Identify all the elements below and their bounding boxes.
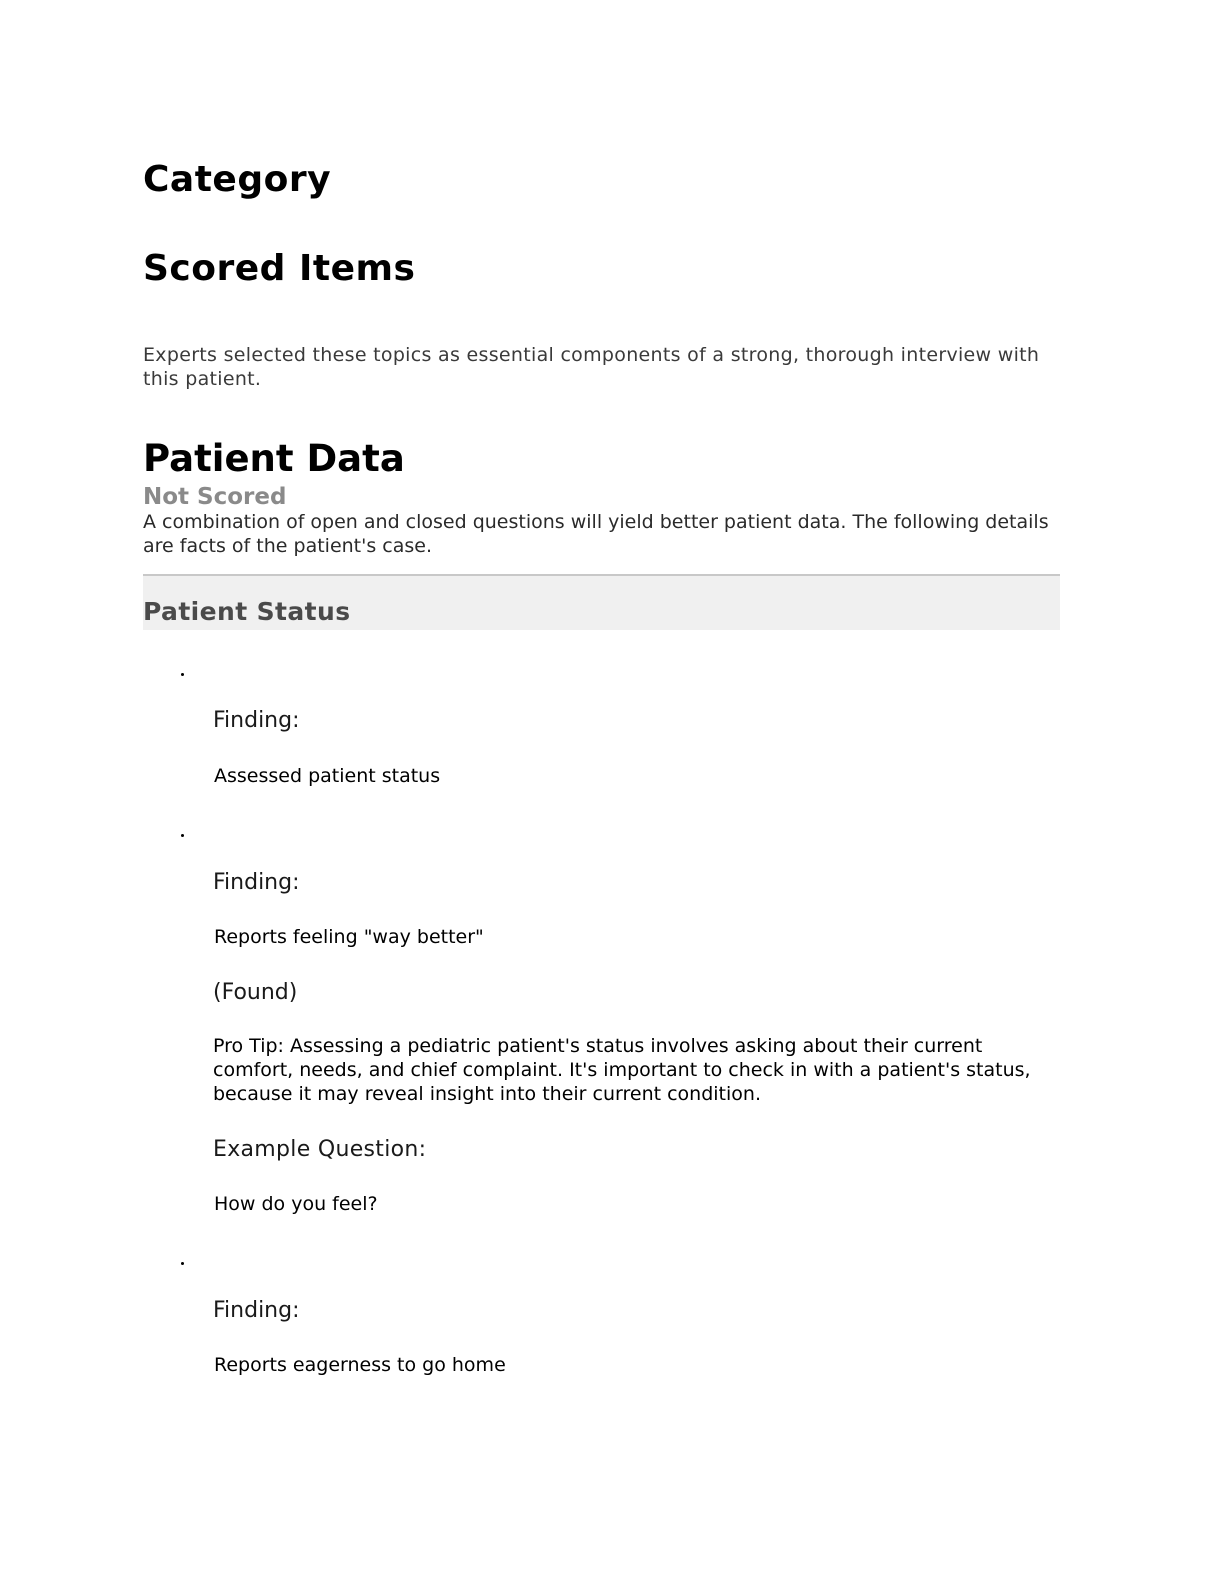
- pro-tip: Pro Tip: Assessing a pediatric patient's status involves asking about their current comfort, needs, and chief complaint. It's important to check in with a patient's status, because it may reveal insight into their current condition.: [213, 1035, 1031, 1105]
- list-bullet: [181, 673, 184, 676]
- category-heading: Category: [143, 159, 332, 200]
- finding-text: Reports feeling "way better": [214, 926, 484, 948]
- finding-label: Finding:: [213, 1298, 300, 1323]
- not-scored-label: Not Scored: [143, 484, 287, 510]
- list-bullet: [181, 834, 184, 837]
- patient-data-heading: Patient Data: [143, 437, 405, 480]
- found-status: (Found): [213, 980, 298, 1005]
- finding-label: Finding:: [213, 870, 300, 895]
- patient-data-description: A combination of open and closed questions will yield better patient data. The following details are facts of the patient's case.: [143, 511, 1049, 557]
- list-bullet: [181, 1262, 184, 1265]
- patient-status-heading[interactable]: Patient Status: [143, 597, 351, 626]
- finding-label: Finding:: [213, 708, 300, 733]
- example-question-text: How do you feel?: [214, 1193, 378, 1215]
- scored-items-heading: Scored Items: [143, 248, 416, 289]
- finding-text: Assessed patient status: [214, 765, 441, 787]
- finding-text: Reports eagerness to go home: [214, 1354, 506, 1376]
- example-question-label: Example Question:: [213, 1137, 427, 1162]
- scored-items-description: Experts selected these topics as essential components of a strong, thorough interview with this patient.: [143, 344, 1040, 390]
